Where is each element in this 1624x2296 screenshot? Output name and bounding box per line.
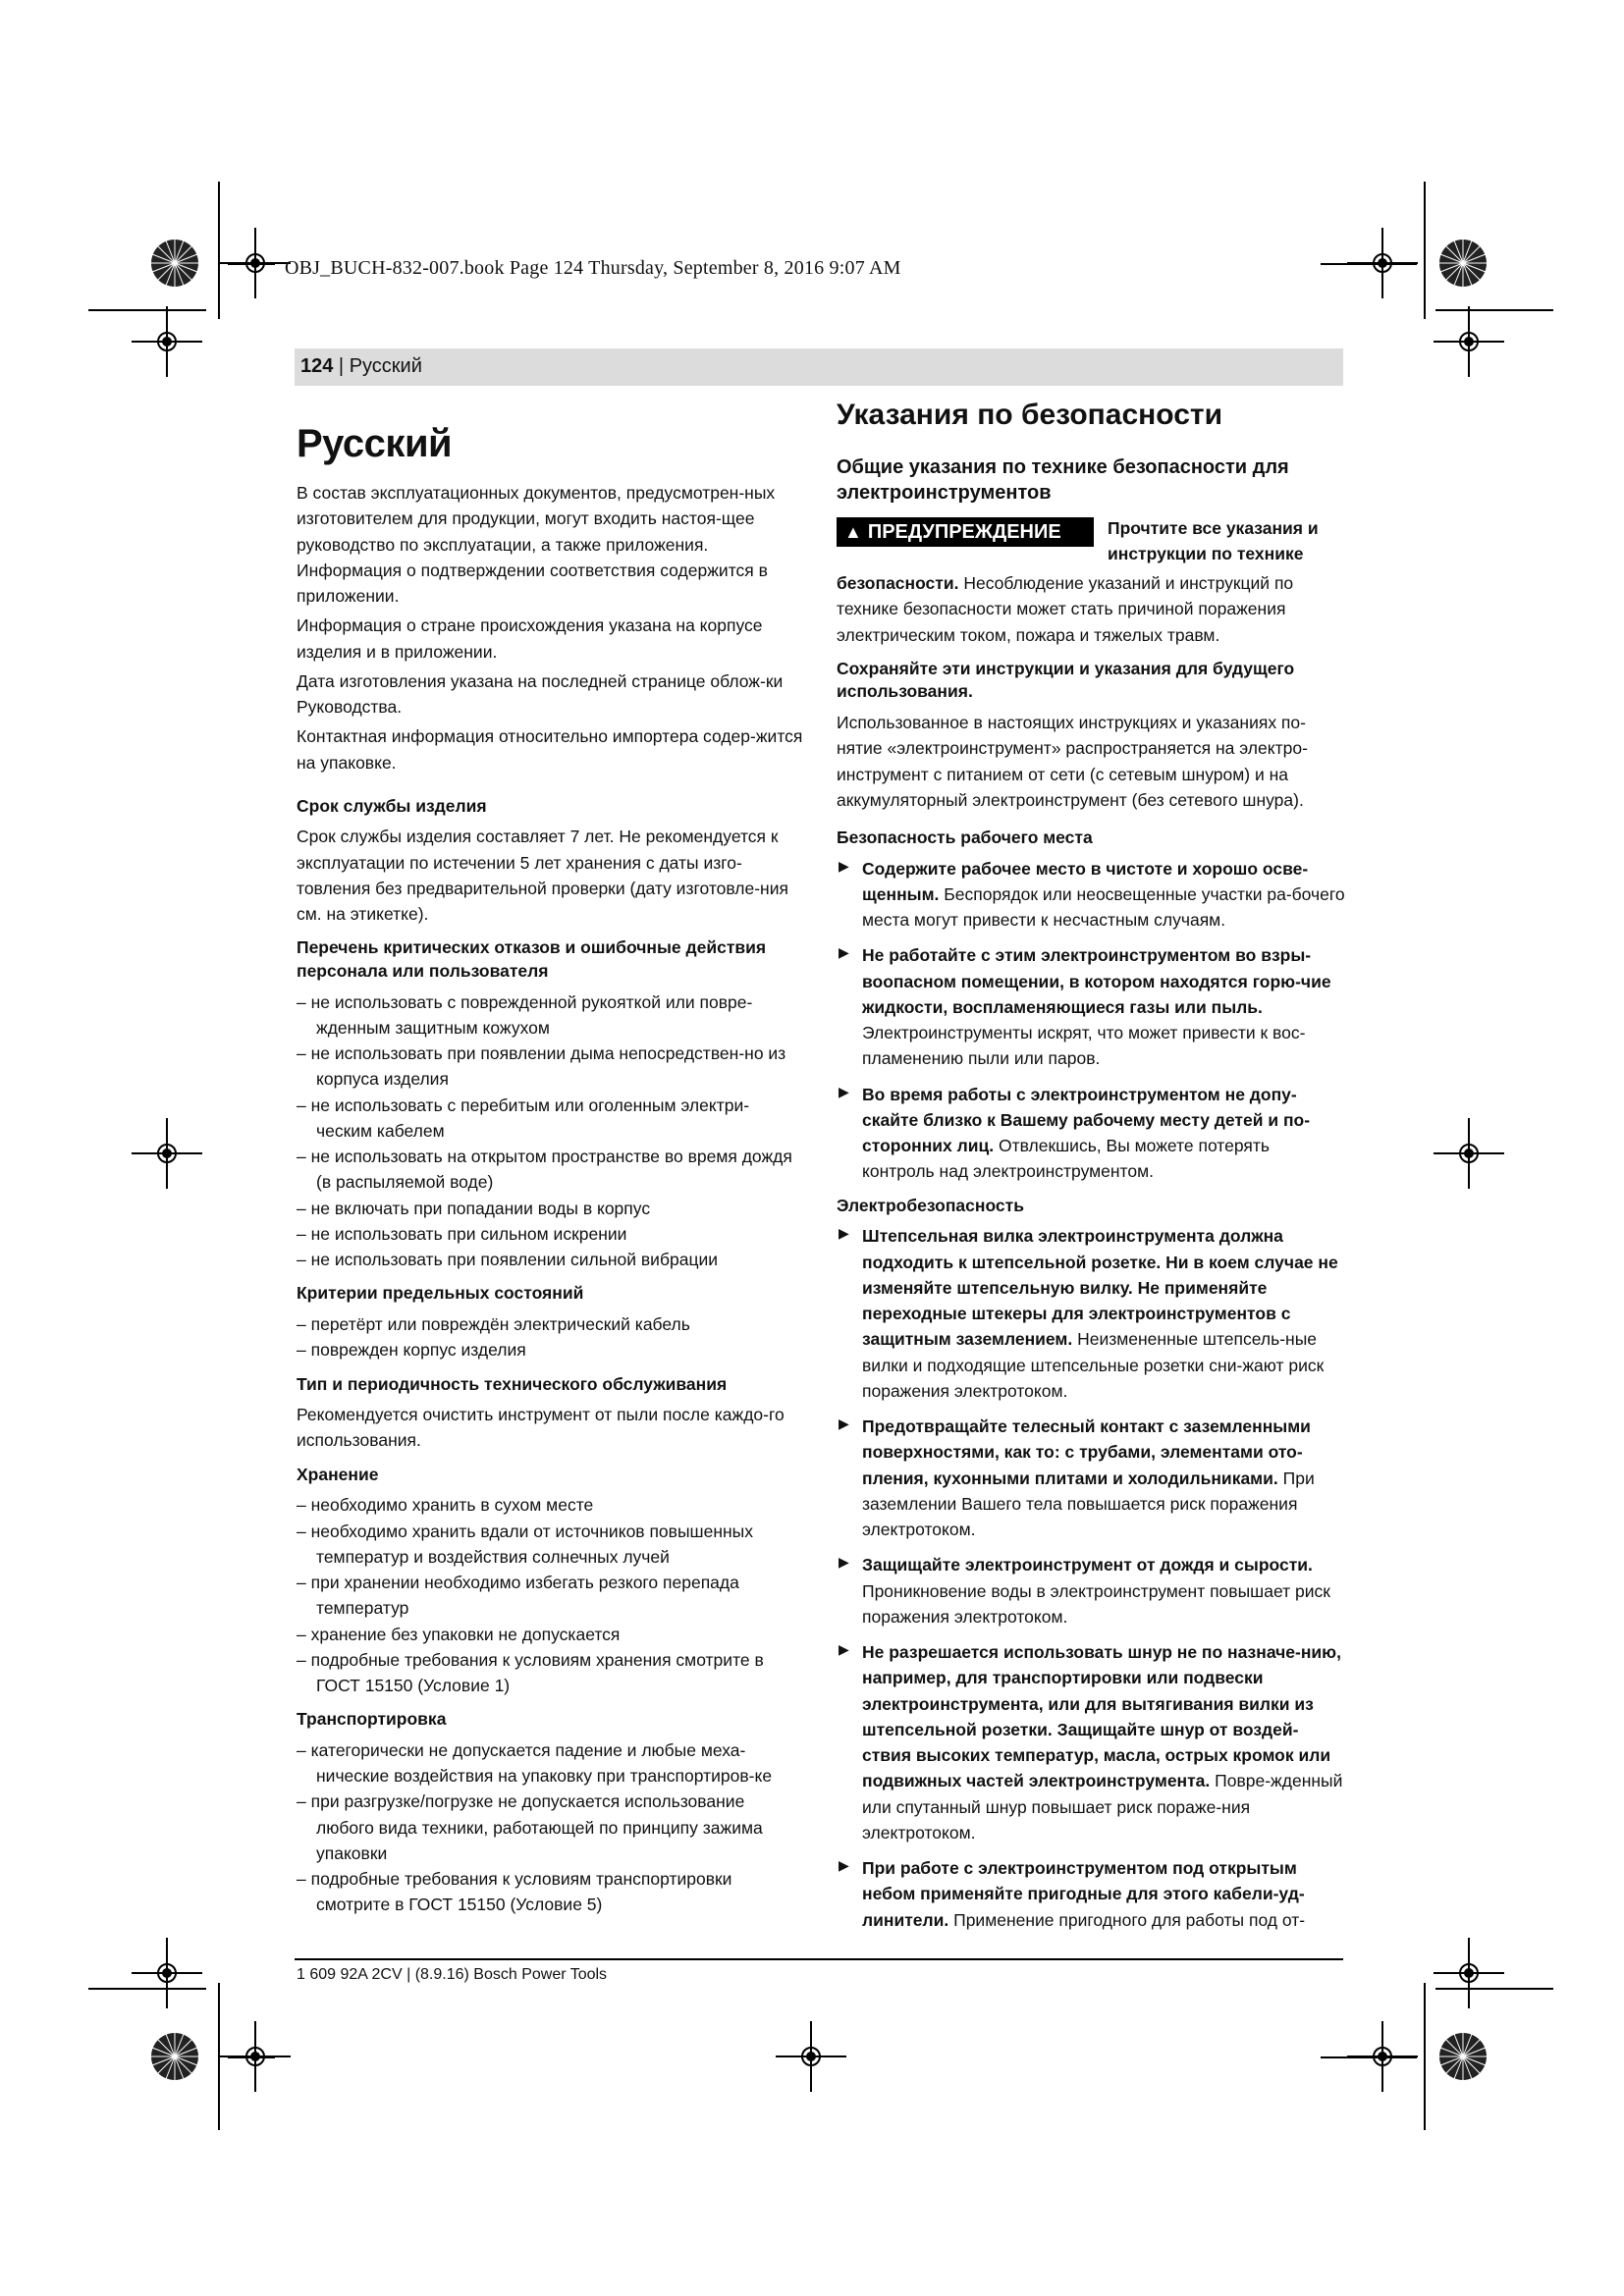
section-heading: Хранение	[297, 1464, 379, 1484]
usage-text: Использованное в настоящих инструкциях и указаниях по-нятие «электроинструмент» распространяется на электро-инструмент с питанием от сети (с сетевым шнуром) и на аккумуляторный электроинструмент (без сетевого шнура).	[837, 713, 1308, 810]
registration-mark-icon	[1361, 241, 1404, 285]
workplace-list	[837, 856, 1345, 1185]
list-item: – не использовать с перебитым или оголенным электри-ческим кабелем	[297, 1093, 805, 1145]
crop-line	[1424, 182, 1426, 319]
intro-paragraph: Контактная информация относительно импортера содер-жится на упаковке.	[297, 726, 803, 773]
registration-mark-icon	[145, 1132, 189, 1175]
starburst-target-icon	[1437, 238, 1489, 289]
list-item-text: Проникновение воды в электроинструмент повышает риск поражения электротоком.	[862, 1580, 1330, 1627]
list-item	[837, 942, 1345, 1071]
starburst-target-icon	[149, 238, 200, 289]
limit-list	[297, 1311, 805, 1363]
list-item: – подробные требования к условиям транспортировки смотрите в ГОСТ 15150 (Условие 5)	[297, 1866, 805, 1918]
section-heading: Электробезопасность	[837, 1195, 1024, 1215]
list-item	[837, 1552, 1345, 1629]
triangle-bullet-icon: ▶	[839, 1641, 849, 1657]
section-heading: Перечень критических отказов и ошибочные действия персонала или пользователя	[297, 937, 767, 981]
triangle-bullet-icon: ▶	[839, 857, 849, 874]
warning-block	[837, 515, 1345, 568]
list-item-text: Неизмененные штепсель-ные вилки и подходящие штепсельные розетки сни-жают риск поражения электротоком.	[862, 1329, 1325, 1401]
list-item: – не использовать при появлении сильной вибрации	[297, 1247, 805, 1272]
list-item: – перетёрт или повреждён электрический кабель	[297, 1311, 805, 1337]
registration-mark-icon	[145, 1951, 189, 1995]
list-item-bold: Во время работы с электроинструментом не допу-скайте близко к Вашему рабочему месту детей и по-сторонних лиц.	[862, 1084, 1311, 1156]
page-footer: 1 609 92A 2CV | (8.9.16) Bosch Power Tools	[297, 1966, 608, 1983]
list-item-bold: Защищайте электроинструмент от дождя и сырости.	[862, 1555, 1313, 1575]
list-item-text: Электроинструменты искрят, что может привести к вос-пламенению пыли или паров.	[862, 1023, 1306, 1069]
list-item	[837, 1414, 1345, 1542]
intro-paragraph: Информация о стране происхождения указана на корпусе изделия и в приложении.	[297, 615, 763, 662]
left-column	[297, 398, 805, 1924]
page-header: 124 | Русский	[300, 355, 422, 377]
warning-badge-label: ПРЕДУПРЕЖДЕНИЕ	[867, 521, 1061, 543]
crop-line	[88, 309, 206, 311]
section-title: Указания по безопасности	[837, 399, 1223, 431]
list-item: – не использовать на открытом пространстве во время дождя (в распыляемой воде)	[297, 1144, 805, 1196]
list-item-text: Беспорядок или неосвещенные участки ра-бочего места могут привести к несчастным случаям.	[862, 883, 1345, 931]
triangle-bullet-icon: ▶	[839, 944, 849, 961]
list-item: – категорически не допускается падение и любые меха-нические воздействия на упаковку при транспортиров-ке	[297, 1737, 805, 1789]
list-item	[837, 1855, 1345, 1933]
section-heading: Срок службы изделия	[297, 795, 487, 816]
registration-mark-icon	[1447, 320, 1490, 363]
registration-mark-icon	[1447, 1951, 1490, 1995]
triangle-bullet-icon: ▶	[839, 1225, 849, 1242]
starburst-target-icon	[1437, 2031, 1489, 2082]
triangle-bullet-icon: ▶	[839, 1415, 849, 1431]
page-header-bar	[295, 348, 1343, 386]
section-heading: Безопасность рабочего места	[837, 828, 1093, 847]
registration-mark-icon	[1447, 1132, 1490, 1175]
list-item-bold: Не разрешается использовать шнур не по назначе-нию, например, для транспортировки или подвески электроинструмента, или для вытягивания вилки из штепсельной розетки. Защищайте шнур от воздей-ствия высоких температур, масла, острых кромок или подвижных частей электроинструмента.	[862, 1642, 1341, 1791]
section-heading: Транспортировка	[297, 1709, 447, 1730]
list-item: – поврежден корпус изделия	[297, 1337, 805, 1362]
list-item: – необходимо хранить в сухом месте	[297, 1492, 805, 1518]
page-number: 124	[300, 355, 334, 377]
page-title: Русский	[297, 422, 453, 465]
warning-body: Несоблюдение указаний и инструкций по технике безопасности может стать причиной поражения электрическим током, пожара и тяжелых травм.	[837, 573, 1294, 645]
list-item: – не использовать при появлении дыма непосредствен-но из корпуса изделия	[297, 1041, 805, 1093]
section-heading: Тип и периодичность технического обслуживания	[297, 1373, 728, 1394]
registration-mark-icon	[234, 241, 277, 285]
service-life-text: Срок службы изделия составляет 7 лет. Не рекомендуется к эксплуатации по истечении 5 лет хранения с даты изго-товления без предварительной проверки (дату изготовле-ния см. на этикетке).	[297, 827, 788, 925]
list-item-bold: Содержите рабочее место в чистоте и хорошо осве-щенным.	[862, 858, 1309, 904]
list-item-bold: Штепсельная вилка электроинструмента должна подходить к штепсельной розетке. Ни в коем случае не изменяйте штепсельную вилку. Не применяйте переходные штекеры для электроинструментов с защитным заземлением.	[862, 1226, 1338, 1350]
critical-list	[297, 989, 805, 1273]
list-item-text: Отвлекшись, Вы можете потерять контроль над электроинструментом.	[862, 1136, 1271, 1182]
storage-list	[297, 1492, 805, 1698]
triangle-bullet-icon: ▶	[839, 1083, 849, 1099]
starburst-target-icon	[149, 2031, 200, 2082]
subsection-title: Общие указания по технике безопасности для электроинструментов	[837, 456, 1289, 504]
list-item-bold: При работе с электроинструментом под открытым небом применяйте пригодные для этого кабели-уд-линители.	[862, 1858, 1305, 1930]
registration-mark-icon	[789, 2035, 833, 2078]
triangle-bullet-icon: ▶	[839, 1554, 849, 1571]
list-item	[837, 1223, 1345, 1404]
list-item: – не использовать с поврежденной рукояткой или повре-жденным защитным кожухом	[297, 989, 805, 1041]
page-language: Русский	[349, 355, 422, 377]
triangle-bullet-icon: ▶	[839, 1857, 849, 1873]
warning-lead: Прочтите все указания и инструкции по технике	[1108, 518, 1319, 564]
crop-line	[1435, 309, 1553, 311]
registration-mark-icon	[1361, 2035, 1404, 2078]
list-item-text: При заземлении Вашего тела повышается риск поражения электротоком.	[862, 1468, 1315, 1539]
list-item	[837, 856, 1345, 934]
list-item	[837, 1082, 1345, 1185]
section-heading: Критерии предельных состояний	[297, 1283, 584, 1304]
warning-badge	[837, 517, 1094, 547]
registration-mark-icon	[234, 2035, 277, 2078]
save-instructions-heading: Сохраняйте эти инструкции и указания для будущего использования.	[837, 658, 1295, 702]
list-item: – при хранении необходимо избегать резкого перепада температур	[297, 1570, 805, 1622]
intro-paragraph: Дата изготовления указана на последней странице облож-ки Руководства.	[297, 670, 784, 717]
warning-triangle-icon: ▲	[844, 522, 862, 542]
list-item: – необходимо хранить вдали от источников повышенных температур и воздействия солнечных лучей	[297, 1519, 805, 1571]
list-item: – не использовать при сильном искрении	[297, 1221, 805, 1247]
list-item-text: Повре-жденный или спутанный шнур повышает риск пораже-ния электротоком.	[862, 1771, 1343, 1842]
list-item	[837, 1639, 1345, 1845]
list-item-text: Применение пригодного для работы под от-	[948, 1909, 1306, 1930]
list-item-bold: Предотвращайте телесный контакт с заземленными поверхностями, как то: с трубами, элементами ото-пления, кухонными плитами и холодильниками.	[862, 1416, 1311, 1488]
registration-mark-icon	[145, 320, 189, 363]
crop-line	[218, 182, 220, 319]
right-column	[837, 398, 1345, 1943]
list-item: – подробные требования к условиям хранения смотрите в ГОСТ 15150 (Условие 1)	[297, 1647, 805, 1699]
list-item-bold: Не работайте с этим электроинструментом во взры-воопасном помещении, в котором находятся горю-чие жидкости, воспламеняющиеся газы или пыль.	[862, 945, 1331, 1017]
crop-line	[1424, 1983, 1426, 2130]
warning-lead-continued: безопасности.	[837, 573, 959, 593]
electrical-list	[837, 1223, 1345, 1933]
print-header: OBJ_BUCH-832-007.book Page 124 Thursday, September 8, 2016 9:07 AM	[285, 257, 901, 279]
footer-divider	[295, 1958, 1343, 1960]
list-item: – при разгрузке/погрузке не допускается использование любого вида техники, работающей по принципу зажима упаковки	[297, 1789, 805, 1866]
warning-text	[837, 570, 1345, 648]
list-item: – не включать при попадании воды в корпус	[297, 1196, 805, 1221]
list-item: – хранение без упаковки не допускается	[297, 1622, 805, 1647]
transport-list	[297, 1737, 805, 1918]
maintenance-text: Рекомендуется очистить инструмент от пыли после каждо-го использования.	[297, 1405, 785, 1451]
intro-paragraph: В состав эксплуатационных документов, предусмотрен-ных изготовителем для продукции, могут входить настоя-щее руководство по эксплуатации, а также приложения. Информация о подтверждении соответствия содержится в приложении.	[297, 483, 776, 606]
